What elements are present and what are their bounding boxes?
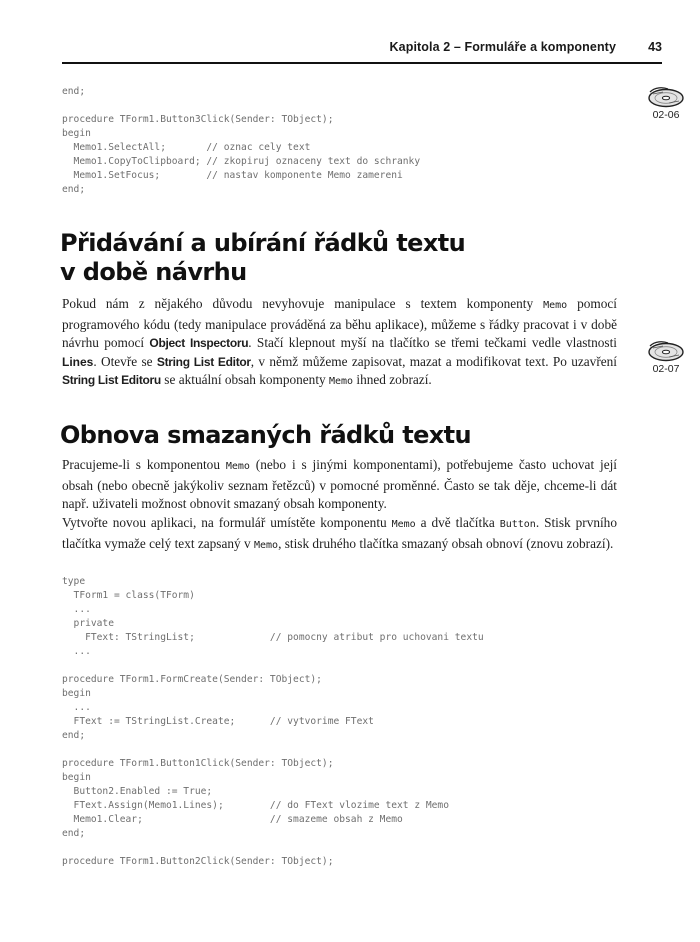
ui-term: String List Editoru bbox=[62, 373, 161, 387]
code-line: ... bbox=[62, 604, 91, 615]
code-line: procedure TForm1.Button1Click(Sender: TObject); bbox=[62, 758, 334, 769]
code-line: FText := TStringList.Create; // vytvorime FText bbox=[62, 716, 374, 727]
code-line bbox=[62, 841, 484, 855]
code-line: procedure TForm1.FormCreate(Sender: TObject); bbox=[62, 674, 322, 685]
text-run: . Otevře se bbox=[93, 353, 157, 369]
code-line: ... bbox=[62, 646, 91, 657]
text-run: a dvě tlačítka bbox=[415, 515, 500, 530]
code-line: end; bbox=[62, 730, 86, 741]
code-line bbox=[62, 743, 484, 757]
inline-code: Memo bbox=[329, 376, 354, 387]
header-rule bbox=[62, 62, 662, 64]
page-header bbox=[62, 36, 662, 62]
text-run: pomocí programového kódu (tedy manipulace prováděná za běhu aplikace), můžeme s řádky pracovat i v době návrhu pomocí bbox=[62, 296, 617, 350]
example-label: 02-07 bbox=[652, 363, 680, 375]
code-line: begin bbox=[62, 688, 91, 699]
text-run: , v němž můžeme zapisovat, mazat a modifikovat text. Po uzavření bbox=[250, 353, 618, 369]
ui-term: Lines bbox=[62, 354, 94, 369]
margin-marker bbox=[638, 86, 694, 121]
code-line: procedure TForm1.Button2Click(Sender: TObject); bbox=[62, 856, 334, 867]
ui-term: Object Inspectoru bbox=[149, 336, 249, 350]
code-line: FText: TStringList; // pomocny atribut pro uchovani textu bbox=[62, 632, 484, 643]
code-line: begin bbox=[62, 772, 91, 783]
code-line: Button2.Enabled := True; bbox=[62, 786, 213, 797]
section-heading-text: Obnova smazaných řádků textu bbox=[60, 421, 472, 449]
body-paragraph bbox=[62, 514, 617, 555]
code-block-1 bbox=[62, 85, 420, 197]
text-run: (nebo i s jinými komponentami), potřebujeme často uchovat její obsah (nebo obecně jakýkoliv seznam řetězců) v pomocné proměnné. Často se tak děje, chceme-li dát např. uživateli možnost obnovit smazaný obsah komponenty. bbox=[62, 457, 617, 511]
text-run: se aktuální obsah komponenty bbox=[160, 372, 329, 387]
inline-code: Memo bbox=[543, 300, 568, 311]
code-line: private bbox=[62, 618, 114, 629]
code-line: Memo1.SelectAll; // oznac cely text bbox=[62, 142, 311, 153]
body-paragraph bbox=[62, 295, 617, 392]
text-run: Pracujeme-li s komponentou bbox=[62, 457, 226, 472]
inline-code: Memo bbox=[391, 519, 416, 530]
margin-marker bbox=[638, 340, 694, 375]
code-line: type bbox=[62, 576, 86, 587]
code-line: Memo1.Clear; // smazeme obsah z Memo bbox=[62, 814, 403, 825]
code-line: begin bbox=[62, 128, 91, 139]
code-line: end; bbox=[62, 86, 86, 97]
text-run: . Stačí klepnout myší na tlačítko se třemi tečkami vedle vlastnosti bbox=[248, 335, 617, 350]
section-heading-line-2: v době návrhu bbox=[60, 258, 247, 286]
code-line bbox=[62, 99, 420, 113]
inline-code: Memo bbox=[253, 539, 279, 551]
cd-icon bbox=[647, 86, 685, 108]
cd-icon bbox=[647, 340, 685, 362]
code-line: Memo1.SetFocus; // nastav komponente Memo zamereni bbox=[62, 170, 403, 181]
example-label: 02-06 bbox=[652, 109, 680, 121]
page-number: 43 bbox=[648, 40, 662, 54]
code-block-2 bbox=[62, 575, 484, 869]
text-run: Pokud nám z nějakého důvodu nevyhovuje manipulace s textem komponenty bbox=[62, 296, 544, 311]
text-run: , stisk druhého tlačítka smazaný obsah obnoví (znovu zobrazí). bbox=[278, 535, 614, 551]
code-line: TForm1 = class(TForm) bbox=[62, 590, 195, 601]
code-line: end; bbox=[62, 184, 86, 195]
text-run: . Stisk prvního tlačítka vymaže celý text zapsaný v bbox=[62, 515, 617, 551]
code-line: ... bbox=[62, 702, 91, 713]
code-line: FText.Assign(Memo1.Lines); // do FText vlozime text z Memo bbox=[62, 800, 449, 811]
section-heading bbox=[60, 421, 471, 450]
code-line: procedure TForm1.Button3Click(Sender: TObject); bbox=[62, 114, 334, 125]
text-run: Vytvořte novou aplikaci, na formulář umístěte komponentu bbox=[62, 515, 392, 530]
inline-code: Button bbox=[499, 519, 536, 530]
body-paragraph bbox=[62, 456, 617, 514]
text-run: ihned zobrazí. bbox=[353, 372, 432, 387]
code-line bbox=[62, 659, 484, 673]
chapter-title: Kapitola 2 – Formuláře a komponenty bbox=[389, 40, 616, 54]
ui-term: String List Editor bbox=[156, 354, 251, 369]
section-heading bbox=[60, 229, 465, 287]
code-line: end; bbox=[62, 828, 86, 839]
inline-code: Memo bbox=[225, 461, 250, 472]
section-heading-line-1: Přidávání a ubírání řádků textu bbox=[60, 229, 466, 257]
code-line: Memo1.CopyToClipboard; // zkopiruj oznaceny text do schranky bbox=[62, 156, 421, 167]
